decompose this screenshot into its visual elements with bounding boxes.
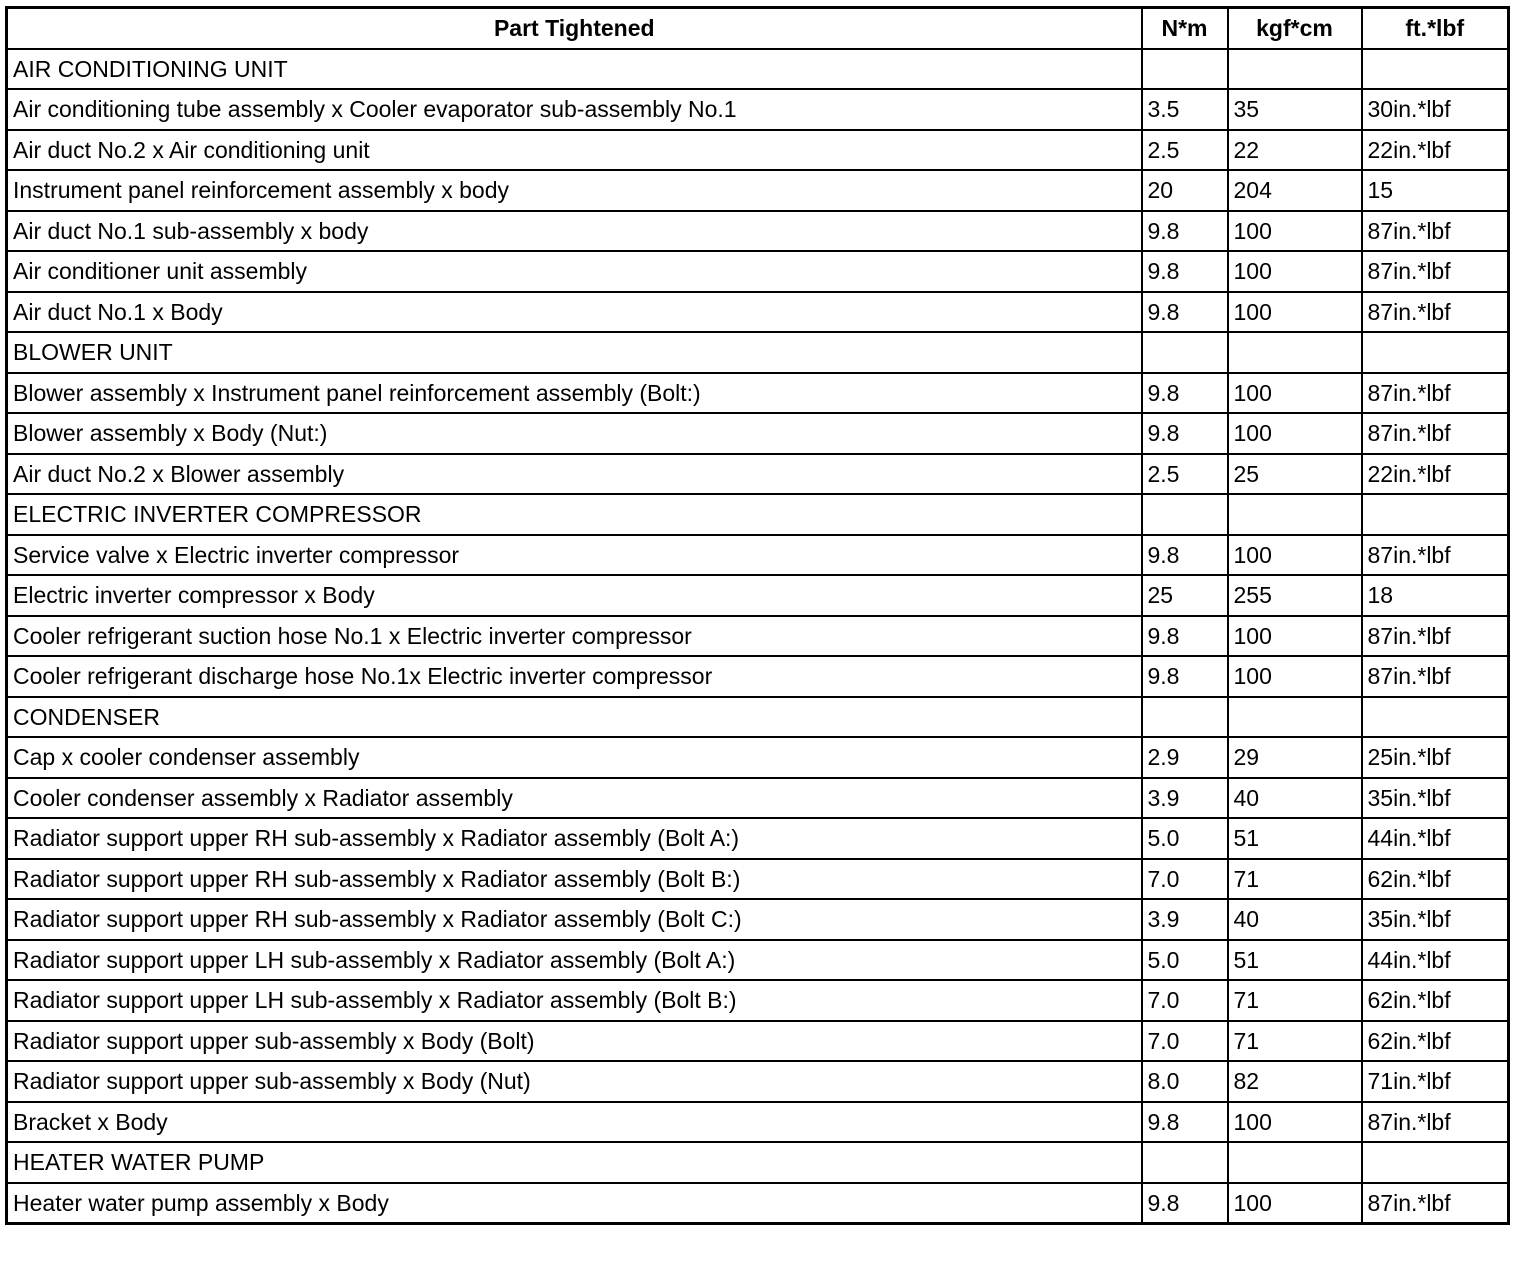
part-cell: Radiator support upper RH sub-assembly x Radiator assembly (Bolt B:): [7, 859, 1142, 900]
ft-lbf-cell: [1362, 697, 1509, 738]
nm-cell: 2.5: [1142, 130, 1228, 171]
nm-cell: 9.8: [1142, 373, 1228, 414]
kgf-cm-cell: 71: [1228, 859, 1362, 900]
kgf-cm-cell: 100: [1228, 211, 1362, 252]
ft-lbf-cell: 87in.*lbf: [1362, 413, 1509, 454]
table-row: [7, 1061, 1509, 1102]
table-row: [7, 251, 1509, 292]
section-row: [7, 49, 1509, 90]
section-title: BLOWER UNIT: [7, 332, 1142, 373]
part-cell: Electric inverter compressor x Body: [7, 575, 1142, 616]
section-row: [7, 1142, 1509, 1183]
part-cell: Bracket x Body: [7, 1102, 1142, 1143]
ft-lbf-cell: 35in.*lbf: [1362, 899, 1509, 940]
nm-cell: 9.8: [1142, 535, 1228, 576]
ft-lbf-cell: [1362, 332, 1509, 373]
ft-lbf-cell: [1362, 1142, 1509, 1183]
table-row: [7, 454, 1509, 495]
kgf-cm-cell: [1228, 1142, 1362, 1183]
ft-lbf-cell: 87in.*lbf: [1362, 292, 1509, 333]
ft-lbf-cell: 35in.*lbf: [1362, 778, 1509, 819]
ft-lbf-cell: 18: [1362, 575, 1509, 616]
ft-lbf-cell: 87in.*lbf: [1362, 535, 1509, 576]
nm-cell: 7.0: [1142, 1021, 1228, 1062]
ft-lbf-cell: [1362, 494, 1509, 535]
ft-lbf-cell: 44in.*lbf: [1362, 818, 1509, 859]
part-cell: Cooler condenser assembly x Radiator assembly: [7, 778, 1142, 819]
part-cell: Cooler refrigerant suction hose No.1 x Electric inverter compressor: [7, 616, 1142, 657]
nm-cell: 9.8: [1142, 413, 1228, 454]
part-cell: Blower assembly x Instrument panel reinforcement assembly (Bolt:): [7, 373, 1142, 414]
ft-lbf-cell: 62in.*lbf: [1362, 980, 1509, 1021]
section-title: AIR CONDITIONING UNIT: [7, 49, 1142, 90]
table-row: [7, 899, 1509, 940]
kgf-cm-cell: 40: [1228, 778, 1362, 819]
nm-cell: 9.8: [1142, 211, 1228, 252]
part-cell: Radiator support upper RH sub-assembly x Radiator assembly (Bolt A:): [7, 818, 1142, 859]
nm-cell: 5.0: [1142, 818, 1228, 859]
kgf-cm-cell: 71: [1228, 1021, 1362, 1062]
kgf-cm-cell: 100: [1228, 535, 1362, 576]
kgf-cm-cell: 22: [1228, 130, 1362, 171]
nm-cell: 3.5: [1142, 89, 1228, 130]
nm-cell: 20: [1142, 170, 1228, 211]
kgf-cm-cell: 100: [1228, 251, 1362, 292]
header-part-tightened: Part Tightened: [7, 8, 1142, 49]
ft-lbf-cell: 87in.*lbf: [1362, 616, 1509, 657]
table-row: [7, 373, 1509, 414]
ft-lbf-cell: 22in.*lbf: [1362, 130, 1509, 171]
nm-cell: [1142, 494, 1228, 535]
part-cell: Cooler refrigerant discharge hose No.1x Electric inverter compressor: [7, 656, 1142, 697]
table-row: [7, 737, 1509, 778]
nm-cell: 9.8: [1142, 292, 1228, 333]
header-kgf-cm: kgf*cm: [1228, 8, 1362, 49]
table-row: [7, 1021, 1509, 1062]
section-title: HEATER WATER PUMP: [7, 1142, 1142, 1183]
part-cell: Radiator support upper sub-assembly x Body (Nut): [7, 1061, 1142, 1102]
table-row: [7, 1183, 1509, 1224]
kgf-cm-cell: 100: [1228, 292, 1362, 333]
table-row: [7, 859, 1509, 900]
table-row: [7, 413, 1509, 454]
kgf-cm-cell: 25: [1228, 454, 1362, 495]
ft-lbf-cell: 71in.*lbf: [1362, 1061, 1509, 1102]
table-row: [7, 575, 1509, 616]
nm-cell: 3.9: [1142, 778, 1228, 819]
ft-lbf-cell: 44in.*lbf: [1362, 940, 1509, 981]
header-nm: N*m: [1142, 8, 1228, 49]
kgf-cm-cell: 40: [1228, 899, 1362, 940]
kgf-cm-cell: 100: [1228, 373, 1362, 414]
section-row: [7, 494, 1509, 535]
ft-lbf-cell: [1362, 49, 1509, 90]
nm-cell: 8.0: [1142, 1061, 1228, 1102]
ft-lbf-cell: 87in.*lbf: [1362, 1102, 1509, 1143]
part-cell: Air duct No.2 x Blower assembly: [7, 454, 1142, 495]
table-row: [7, 292, 1509, 333]
part-cell: Cap x cooler condenser assembly: [7, 737, 1142, 778]
ft-lbf-cell: 87in.*lbf: [1362, 211, 1509, 252]
nm-cell: [1142, 49, 1228, 90]
section-title: ELECTRIC INVERTER COMPRESSOR: [7, 494, 1142, 535]
nm-cell: 5.0: [1142, 940, 1228, 981]
ft-lbf-cell: 62in.*lbf: [1362, 1021, 1509, 1062]
ft-lbf-cell: 30in.*lbf: [1362, 89, 1509, 130]
torque-specification-table: [5, 6, 1510, 1225]
table-row: [7, 778, 1509, 819]
table-row: [7, 980, 1509, 1021]
ft-lbf-cell: 62in.*lbf: [1362, 859, 1509, 900]
nm-cell: 9.8: [1142, 656, 1228, 697]
header-row: [7, 8, 1509, 49]
kgf-cm-cell: 82: [1228, 1061, 1362, 1102]
nm-cell: 2.9: [1142, 737, 1228, 778]
kgf-cm-cell: 51: [1228, 818, 1362, 859]
section-title: CONDENSER: [7, 697, 1142, 738]
nm-cell: [1142, 332, 1228, 373]
table-row: [7, 535, 1509, 576]
nm-cell: 9.8: [1142, 251, 1228, 292]
part-cell: Heater water pump assembly x Body: [7, 1183, 1142, 1224]
ft-lbf-cell: 87in.*lbf: [1362, 656, 1509, 697]
part-cell: Radiator support upper LH sub-assembly x Radiator assembly (Bolt B:): [7, 980, 1142, 1021]
section-row: [7, 697, 1509, 738]
nm-cell: 7.0: [1142, 980, 1228, 1021]
table-row: [7, 211, 1509, 252]
table-row: [7, 89, 1509, 130]
nm-cell: 9.8: [1142, 1102, 1228, 1143]
nm-cell: [1142, 697, 1228, 738]
nm-cell: 2.5: [1142, 454, 1228, 495]
header-ft-lbf: ft.*lbf: [1362, 8, 1509, 49]
kgf-cm-cell: 100: [1228, 616, 1362, 657]
ft-lbf-cell: 87in.*lbf: [1362, 1183, 1509, 1224]
kgf-cm-cell: 100: [1228, 1183, 1362, 1224]
kgf-cm-cell: [1228, 697, 1362, 738]
kgf-cm-cell: 51: [1228, 940, 1362, 981]
kgf-cm-cell: 71: [1228, 980, 1362, 1021]
kgf-cm-cell: 29: [1228, 737, 1362, 778]
kgf-cm-cell: [1228, 494, 1362, 535]
table-row: [7, 656, 1509, 697]
nm-cell: [1142, 1142, 1228, 1183]
part-cell: Radiator support upper RH sub-assembly x Radiator assembly (Bolt C:): [7, 899, 1142, 940]
part-cell: Radiator support upper sub-assembly x Body (Bolt): [7, 1021, 1142, 1062]
nm-cell: 3.9: [1142, 899, 1228, 940]
part-cell: Service valve x Electric inverter compressor: [7, 535, 1142, 576]
kgf-cm-cell: [1228, 49, 1362, 90]
part-cell: Air duct No.1 x Body: [7, 292, 1142, 333]
nm-cell: 25: [1142, 575, 1228, 616]
nm-cell: 9.8: [1142, 1183, 1228, 1224]
nm-cell: 7.0: [1142, 859, 1228, 900]
ft-lbf-cell: 22in.*lbf: [1362, 454, 1509, 495]
part-cell: Blower assembly x Body (Nut:): [7, 413, 1142, 454]
nm-cell: 9.8: [1142, 616, 1228, 657]
table-row: [7, 616, 1509, 657]
ft-lbf-cell: 87in.*lbf: [1362, 373, 1509, 414]
table-row: [7, 170, 1509, 211]
part-cell: Air duct No.2 x Air conditioning unit: [7, 130, 1142, 171]
table-row: [7, 940, 1509, 981]
kgf-cm-cell: 100: [1228, 1102, 1362, 1143]
kgf-cm-cell: 100: [1228, 656, 1362, 697]
section-row: [7, 332, 1509, 373]
kgf-cm-cell: 100: [1228, 413, 1362, 454]
part-cell: Radiator support upper LH sub-assembly x Radiator assembly (Bolt A:): [7, 940, 1142, 981]
table-row: [7, 1102, 1509, 1143]
ft-lbf-cell: 15: [1362, 170, 1509, 211]
table-row: [7, 818, 1509, 859]
part-cell: Air conditioner unit assembly: [7, 251, 1142, 292]
table-row: [7, 130, 1509, 171]
kgf-cm-cell: 35: [1228, 89, 1362, 130]
kgf-cm-cell: 204: [1228, 170, 1362, 211]
kgf-cm-cell: [1228, 332, 1362, 373]
part-cell: Instrument panel reinforcement assembly x body: [7, 170, 1142, 211]
part-cell: Air conditioning tube assembly x Cooler evaporator sub-assembly No.1: [7, 89, 1142, 130]
part-cell: Air duct No.1 sub-assembly x body: [7, 211, 1142, 252]
ft-lbf-cell: 87in.*lbf: [1362, 251, 1509, 292]
ft-lbf-cell: 25in.*lbf: [1362, 737, 1509, 778]
table-body: [7, 49, 1509, 1224]
kgf-cm-cell: 255: [1228, 575, 1362, 616]
